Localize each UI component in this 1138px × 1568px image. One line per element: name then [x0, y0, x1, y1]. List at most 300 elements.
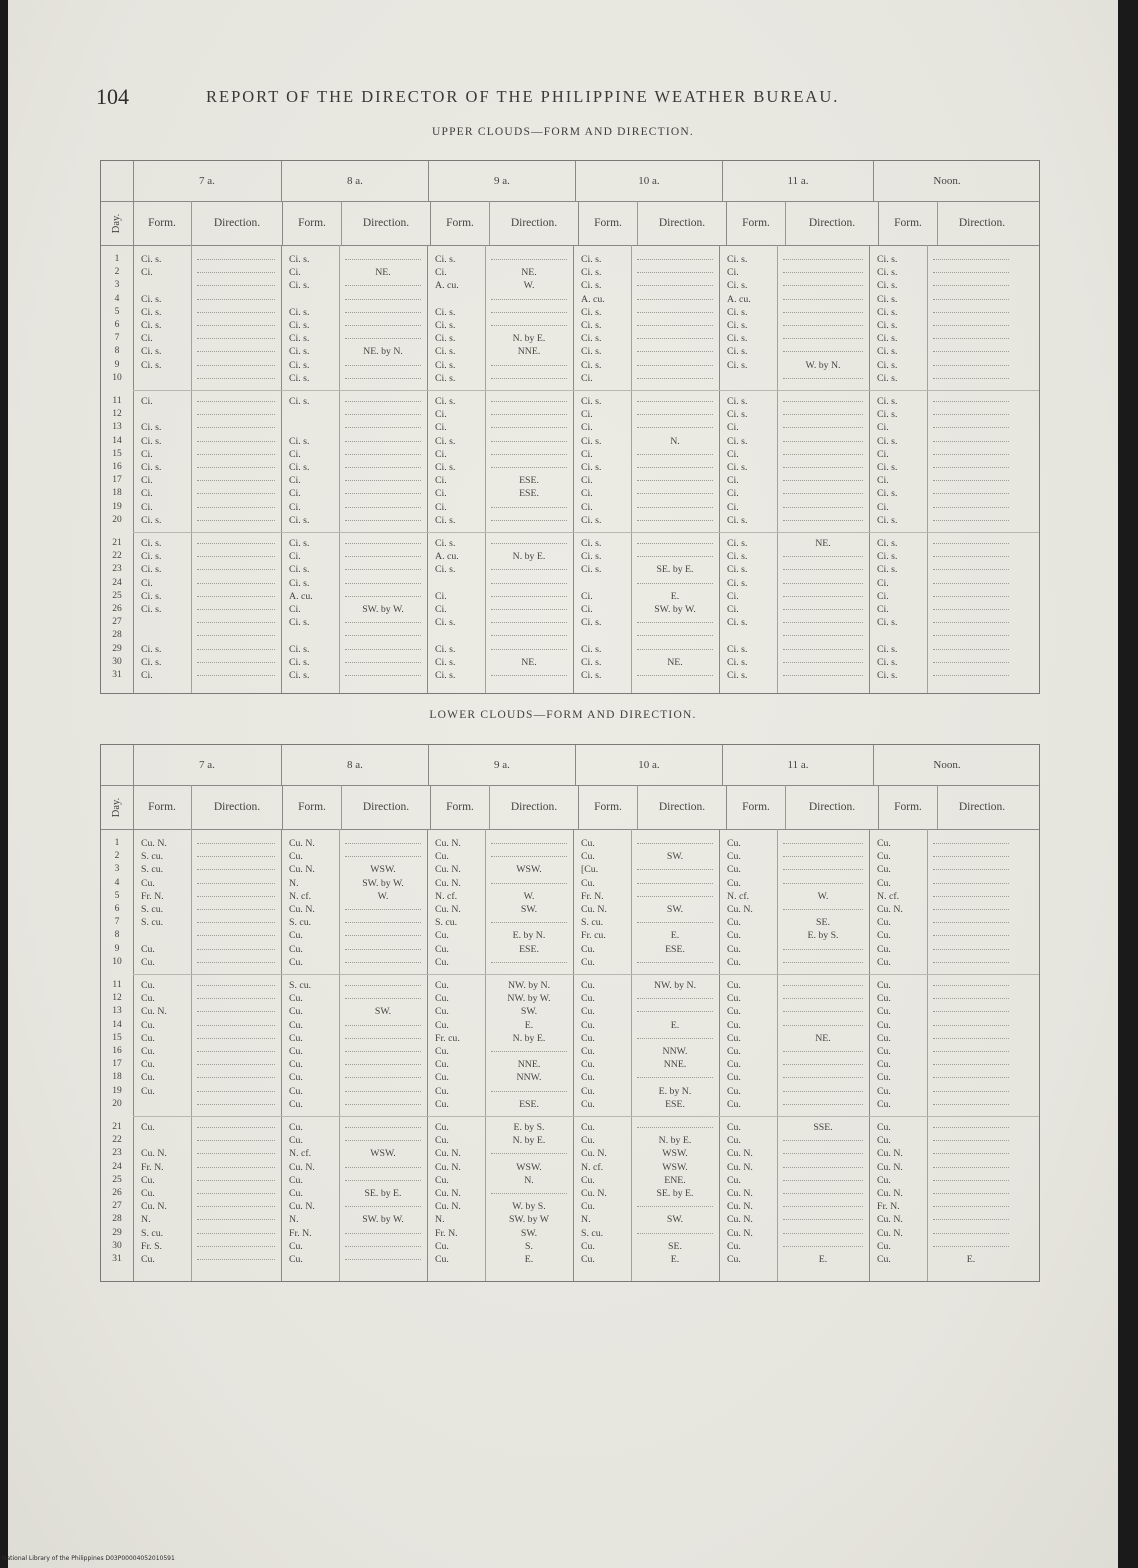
form-cell: Ci. s.	[877, 320, 898, 331]
day-number: 6	[114, 320, 120, 330]
form-cell: Ci.	[581, 422, 593, 434]
upper-clouds-title: UPPER CLOUDS—FORM AND DIRECTION.	[431, 126, 695, 138]
direction-cell	[197, 890, 275, 897]
day-number: 4	[114, 293, 120, 304]
direction-cell	[637, 474, 713, 481]
form-cell: Ci. s.	[141, 320, 162, 331]
direction-cell	[637, 877, 713, 884]
form-cell: Ci.	[435, 448, 447, 460]
table-row	[101, 643, 1039, 656]
form-cell	[281, 629, 339, 642]
form-cell: Cu.	[581, 956, 595, 968]
form-cell	[133, 929, 191, 942]
day-number: 25	[112, 590, 122, 601]
direction-cell	[933, 992, 1009, 999]
direction-cell	[933, 1213, 1009, 1220]
form-cell: Cu.	[435, 851, 449, 863]
form-cell: Cu.	[877, 930, 891, 942]
day-number: 23	[112, 1148, 122, 1159]
direction-cell	[783, 1161, 863, 1168]
day-number: 13	[112, 422, 122, 433]
direction-header: Direction.	[192, 201, 283, 245]
direction-cell	[933, 550, 1009, 557]
direction-cell	[637, 359, 713, 366]
direction-cell	[345, 319, 421, 326]
time-header: Noon.	[933, 759, 961, 771]
direction-cell	[197, 253, 275, 260]
direction-cell	[783, 293, 863, 300]
direction-cell: ESE.	[519, 943, 539, 955]
direction-cell: ENE.	[664, 1174, 686, 1186]
form-cell: Cu.	[435, 1122, 449, 1133]
form-cell: Ci. s.	[435, 435, 456, 447]
form-cell: Ci. s.	[141, 604, 162, 615]
table-row	[101, 656, 1039, 669]
form-cell: Ci.	[435, 501, 447, 513]
form-cell: Cu.	[289, 993, 303, 1005]
form-cell: Ci. s.	[289, 396, 310, 407]
direction-cell	[197, 279, 275, 286]
direction-cell	[783, 1005, 863, 1012]
form-cell: Cu.	[141, 1122, 155, 1133]
direction-cell	[491, 395, 567, 402]
form-cell: Ci. s.	[141, 306, 162, 318]
day-number: 16	[112, 1046, 122, 1056]
direction-cell	[197, 1161, 275, 1168]
form-cell: Ci. s.	[877, 346, 898, 358]
direction-cell	[933, 306, 1009, 313]
form-cell: Ci. s.	[727, 617, 748, 629]
form-cell: [Cu.	[581, 864, 599, 876]
direction-cell	[491, 563, 567, 570]
direction-cell: WSW.	[662, 1148, 688, 1160]
direction-cell	[783, 461, 863, 468]
direction-cell	[491, 435, 567, 442]
form-cell: Cu.	[877, 1006, 891, 1018]
direction-cell	[345, 253, 421, 260]
form-cell: Ci. s.	[435, 396, 456, 407]
form-cell: Ci. s.	[141, 551, 162, 563]
form-cell: A. cu.	[581, 293, 605, 305]
direction-cell	[197, 643, 275, 650]
form-cell: Cu.	[877, 1240, 891, 1252]
direction-cell: NE.	[521, 656, 537, 668]
direction-cell	[933, 979, 1009, 986]
column-rule	[777, 829, 778, 1281]
direction-cell	[345, 408, 421, 415]
form-cell: Cu.	[289, 1032, 303, 1044]
form-cell: S. cu.	[581, 1227, 604, 1239]
form-cell: Cu.	[289, 1240, 303, 1252]
direction-cell	[637, 1227, 713, 1234]
direction-cell	[637, 550, 713, 557]
table-row	[101, 1005, 1039, 1018]
direction-cell	[491, 319, 567, 326]
form-cell: Cu.	[141, 1085, 155, 1097]
form-cell: Ci. s.	[727, 538, 748, 549]
direction-cell	[345, 487, 421, 494]
direction-cell	[933, 577, 1009, 584]
form-cell: Cu.	[435, 1254, 449, 1265]
direction-cell	[933, 253, 1009, 260]
direction-cell	[933, 293, 1009, 300]
time-header-row	[101, 161, 1039, 202]
form-cell: Cu.	[727, 1098, 741, 1110]
direction-cell	[637, 1032, 713, 1039]
direction-cell	[345, 837, 421, 844]
direction-cell: E. by N.	[512, 930, 546, 942]
form-cell: Ci.	[727, 448, 739, 460]
direction-cell: W.	[377, 890, 389, 902]
day-number: 14	[112, 1019, 122, 1030]
direction-cell	[933, 421, 1009, 428]
direction-cell	[783, 943, 863, 950]
group-rule	[427, 245, 428, 693]
table-row	[101, 448, 1039, 461]
direction-cell	[637, 372, 713, 379]
direction-cell	[345, 1058, 421, 1065]
form-cell: Cu.	[727, 1059, 741, 1071]
form-cell: Cu.	[289, 1174, 303, 1186]
form-cell: Cu.	[727, 993, 741, 1005]
direction-cell	[197, 577, 275, 584]
direction-cell	[933, 514, 1009, 521]
form-cell: Cu.	[289, 1188, 303, 1199]
direction-cell: E.	[818, 1254, 828, 1265]
direction-cell	[197, 616, 275, 623]
direction-cell: SE. by E.	[656, 564, 694, 576]
form-cell: Cu. N.	[877, 904, 903, 915]
table-row	[101, 1019, 1039, 1032]
day-number: 13	[112, 1006, 122, 1017]
direction-cell	[637, 421, 713, 428]
direction-cell	[491, 306, 567, 313]
column-rule	[927, 245, 928, 693]
form-cell: Cu.	[581, 1135, 595, 1147]
form-cell: Ci. s.	[727, 514, 748, 526]
form-cell: Cu.	[877, 1019, 891, 1031]
direction-cell	[933, 1005, 1009, 1012]
form-cell: Cu.	[877, 877, 891, 889]
direction-cell	[197, 537, 275, 544]
table-row	[101, 306, 1039, 319]
table-row	[101, 563, 1039, 576]
form-cell: Ci. s.	[581, 656, 602, 668]
table-row	[101, 1121, 1039, 1134]
form-cell: Cu.	[877, 1072, 891, 1084]
direction-cell	[197, 956, 275, 963]
form-header: Form.	[283, 785, 342, 829]
table-row	[101, 590, 1039, 603]
table-row	[101, 1134, 1039, 1147]
form-cell: Ci.	[877, 501, 889, 513]
direction-cell	[783, 550, 863, 557]
direction-cell: WSW.	[516, 864, 542, 876]
direction-header: Direction.	[490, 785, 579, 829]
table-row	[101, 332, 1039, 345]
form-cell: Ci.	[581, 590, 593, 602]
day-number: 16	[112, 462, 122, 472]
direction-cell	[933, 1098, 1009, 1105]
form-cell: Ci. s.	[435, 643, 456, 655]
day-number: 6	[114, 904, 120, 914]
form-cell: Cu.	[877, 980, 891, 991]
table-row	[101, 1071, 1039, 1084]
block-rule	[133, 532, 1039, 533]
direction-cell: SW.	[666, 904, 684, 915]
direction-cell	[197, 903, 275, 910]
form-cell: N.	[141, 1214, 151, 1226]
day-number: 7	[114, 333, 120, 344]
form-cell	[281, 293, 339, 306]
direction-cell	[783, 1227, 863, 1234]
direction-cell	[637, 293, 713, 300]
direction-cell	[345, 656, 421, 663]
direction-cell	[933, 332, 1009, 339]
form-cell: Ci. s.	[435, 346, 456, 358]
form-cell: Ci. s.	[581, 551, 602, 563]
form-cell: Fr. S.	[141, 1240, 162, 1252]
direction-cell	[197, 461, 275, 468]
form-cell: Ci. s.	[141, 564, 162, 576]
form-cell: Ci. s.	[877, 670, 898, 681]
form-cell: Ci. s.	[727, 656, 748, 668]
direction-cell: SW. by W.	[362, 1214, 404, 1226]
form-cell: Cu.	[581, 838, 595, 849]
form-cell: Ci. s.	[727, 396, 748, 407]
form-cell: Cu.	[435, 1006, 449, 1018]
form-cell: N.	[289, 877, 299, 889]
direction-cell	[637, 319, 713, 326]
form-cell: N. cf.	[289, 890, 312, 902]
direction-cell	[197, 877, 275, 884]
direction-cell	[637, 501, 713, 508]
form-cell: Ci. s.	[289, 462, 310, 473]
direction-cell	[345, 293, 421, 300]
direction-cell	[197, 448, 275, 455]
day-number: 11	[112, 396, 122, 406]
form-cell: Cu.	[581, 1098, 595, 1110]
form-cell: Fr. N.	[141, 890, 164, 902]
library-footer: National Library of the Philippines D03P00004052010591	[2, 1555, 175, 1562]
direction-cell	[197, 487, 275, 494]
form-cell: Ci. s.	[289, 372, 310, 384]
direction-cell	[197, 1227, 275, 1234]
direction-cell	[783, 1213, 863, 1220]
direction-cell	[783, 1187, 863, 1194]
form-cell: Cu.	[581, 980, 595, 991]
group-rule	[573, 829, 574, 1281]
form-cell: Cu.	[435, 1059, 449, 1071]
direction-cell	[783, 656, 863, 663]
time-header: Noon.	[933, 175, 961, 187]
form-cell: Cu. N.	[289, 864, 315, 876]
direction-cell	[933, 1071, 1009, 1078]
form-cell: Ci. s.	[581, 306, 602, 318]
day-number: 29	[112, 643, 122, 654]
direction-cell	[345, 590, 421, 597]
direction-cell	[197, 1121, 275, 1128]
direction-cell	[345, 395, 421, 402]
direction-header: Direction.	[786, 785, 879, 829]
direction-cell: N. by E.	[658, 1135, 692, 1147]
form-cell: Ci.	[581, 488, 593, 500]
table-row	[101, 979, 1039, 992]
form-cell: Cu.	[581, 1032, 595, 1044]
form-cell: Ci. s.	[877, 333, 898, 345]
form-cell: Ci.	[435, 409, 447, 421]
direction-cell	[933, 279, 1009, 286]
direction-cell	[783, 279, 863, 286]
form-cell: Cu. N.	[877, 1148, 903, 1160]
form-cell: Ci.	[435, 422, 447, 434]
form-cell: Ci. s.	[581, 538, 602, 549]
direction-cell	[637, 306, 713, 313]
day-number: 10	[112, 372, 122, 383]
direction-cell	[637, 514, 713, 521]
form-cell	[281, 421, 339, 434]
direction-cell	[637, 332, 713, 339]
direction-cell	[197, 293, 275, 300]
form-cell: Fr. N.	[289, 1227, 312, 1239]
form-cell: N. cf.	[581, 1161, 604, 1173]
form-cell: N. cf.	[877, 890, 900, 902]
direction-header: Direction.	[342, 201, 431, 245]
form-cell: Cu.	[581, 1059, 595, 1071]
form-cell: Ci. s.	[581, 396, 602, 407]
form-cell: Ci. s.	[289, 320, 310, 331]
day-number: 31	[112, 670, 122, 680]
form-cell: Ci.	[289, 475, 301, 487]
form-cell: Cu.	[727, 1240, 741, 1252]
column-rule	[927, 829, 928, 1281]
direction-cell	[933, 616, 1009, 623]
form-cell: Cu.	[877, 993, 891, 1005]
direction-cell	[197, 501, 275, 508]
form-cell: Cu. N.	[877, 1161, 903, 1173]
block-rule	[133, 1116, 1039, 1117]
table-row	[101, 629, 1039, 642]
form-cell: Ci.	[289, 551, 301, 563]
form-cell: Cu. N.	[141, 1148, 167, 1160]
table-row	[101, 319, 1039, 332]
day-number: 8	[114, 930, 120, 941]
direction-cell	[491, 359, 567, 366]
form-cell: Cu.	[727, 851, 741, 863]
form-cell: Ci.	[435, 267, 447, 279]
form-cell: Cu. N.	[727, 1161, 753, 1173]
day-number: 8	[114, 346, 120, 357]
time-header: 7 a.	[133, 745, 282, 785]
form-cell: Ci.	[877, 422, 889, 434]
form-cell: Cu.	[435, 980, 449, 991]
direction-cell	[491, 916, 567, 923]
direction-cell	[197, 1005, 275, 1012]
direction-cell	[345, 1098, 421, 1105]
form-cell: Cu.	[727, 877, 741, 889]
direction-cell	[783, 1085, 863, 1092]
form-cell: Cu. N.	[289, 1161, 315, 1173]
form-cell: Ci.	[581, 448, 593, 460]
direction-cell	[197, 359, 275, 366]
form-cell: Cu.	[435, 1046, 449, 1057]
direction-cell	[637, 837, 713, 844]
direction-cell: W.	[817, 890, 829, 902]
direction-cell	[783, 643, 863, 650]
direction-cell	[637, 643, 713, 650]
form-cell: Ci.	[435, 488, 447, 500]
direction-cell	[783, 474, 863, 481]
column-rule	[339, 829, 340, 1281]
form-cell: Ci. s.	[727, 462, 748, 473]
direction-cell	[783, 1200, 863, 1207]
form-cell: Ci. s.	[727, 435, 748, 447]
form-cell: Ci. s.	[435, 359, 456, 371]
table-row	[101, 293, 1039, 306]
direction-cell	[491, 253, 567, 260]
form-cell: Fr. N.	[877, 1201, 900, 1213]
column-rule	[191, 829, 192, 1281]
direction-cell	[491, 1147, 567, 1154]
form-cell: Cu. N.	[435, 1188, 461, 1199]
form-cell: Cu.	[289, 1122, 303, 1133]
day-number: 29	[112, 1227, 122, 1238]
direction-cell: W.	[523, 890, 535, 902]
table-row	[101, 474, 1039, 487]
form-cell: Cu.	[581, 1019, 595, 1031]
form-header: Form.	[727, 201, 786, 245]
day-number: 23	[112, 564, 122, 575]
direction-cell	[637, 537, 713, 544]
form-cell: Cu.	[141, 1072, 155, 1084]
form-cell: Ci. s.	[435, 538, 456, 549]
form-cell: Ci. s.	[877, 538, 898, 549]
form-cell: Cu.	[581, 1085, 595, 1097]
form-cell: Ci.	[727, 604, 739, 615]
form-cell: Ci. s.	[289, 280, 310, 292]
direction-cell	[197, 850, 275, 857]
direction-cell	[345, 929, 421, 936]
direction-cell	[637, 1200, 713, 1207]
direction-cell	[933, 1187, 1009, 1194]
direction-cell	[637, 669, 713, 676]
form-cell: Cu.	[727, 917, 741, 929]
direction-cell	[197, 1213, 275, 1220]
direction-cell	[783, 1147, 863, 1154]
direction-cell	[197, 1098, 275, 1105]
table-row	[101, 395, 1039, 408]
direction-cell	[345, 474, 421, 481]
form-cell: Cu. N.	[435, 1161, 461, 1173]
form-cell: Cu.	[141, 1174, 155, 1186]
form-cell: Cu.	[877, 1254, 891, 1265]
form-cell: Cu.	[877, 1122, 891, 1133]
direction-cell	[345, 563, 421, 570]
time-header: 11 a.	[723, 745, 874, 785]
direction-cell	[197, 345, 275, 352]
direction-cell	[933, 656, 1009, 663]
day-number: 24	[112, 577, 122, 588]
direction-cell	[345, 1227, 421, 1234]
direction-cell: SW.	[520, 1227, 538, 1239]
day-number: 17	[112, 1059, 122, 1070]
direction-cell	[345, 332, 421, 339]
form-cell: Ci. s.	[141, 462, 162, 473]
direction-cell: SE.	[668, 1240, 682, 1252]
form-cell: Ci.	[141, 396, 153, 407]
direction-cell: N.	[524, 1174, 534, 1186]
direction-cell	[933, 1019, 1009, 1026]
